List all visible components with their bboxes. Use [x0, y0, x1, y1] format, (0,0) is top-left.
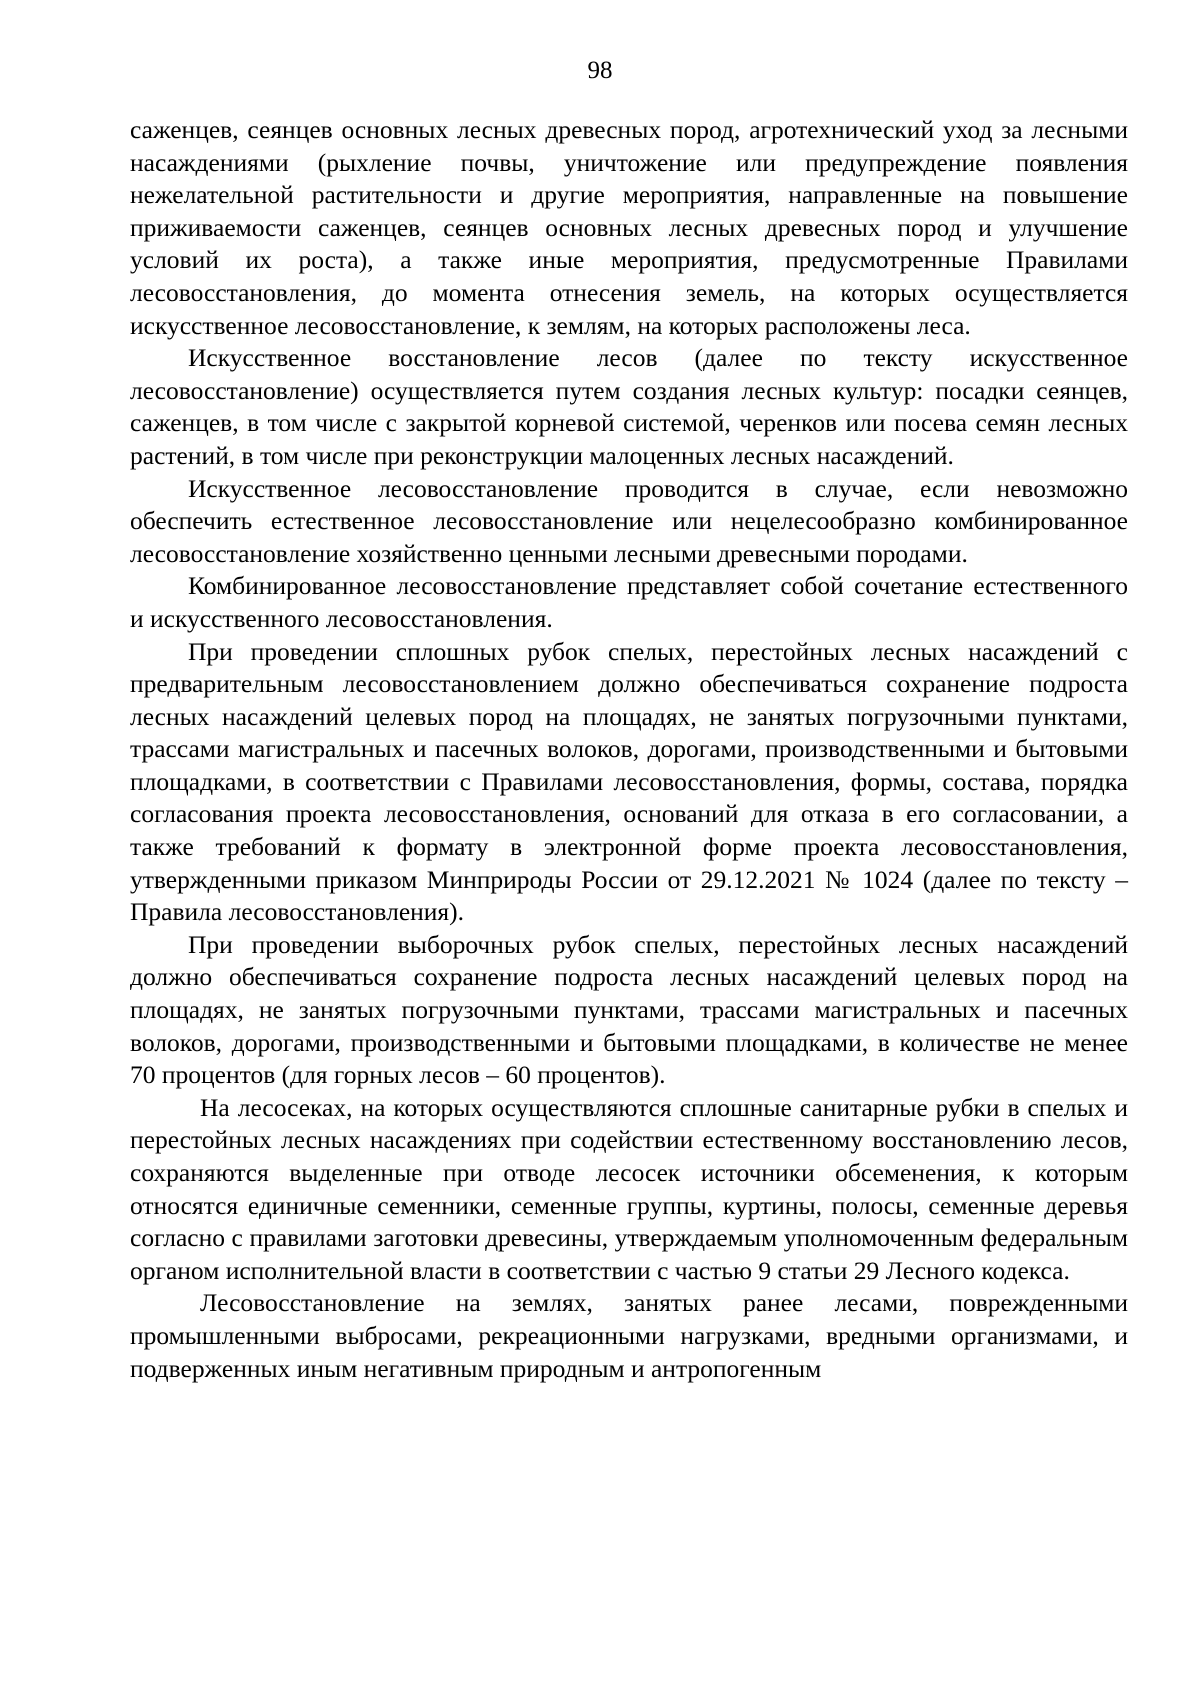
paragraph-combined-reforestation: Комбинированное лесовосстановление представляет собой сочетание естественного и искусственного лесовосстановления.	[130, 571, 1128, 633]
body-text	[130, 114, 1128, 1385]
paragraph-clear-cutting: При проведении сплошных рубок спелых, перестойных лесных насаждений с предварительным лесовосстановлением должно обеспечиваться сохранение подроста лесных насаждений целевых пород на площадях, не занятых погрузочными пунктами, трассами магистральных и пасечных волоков, дорогами, производственными и бытовыми площадками, в соответствии с Правилами лесовосстановления, формы, состава, порядка согласования проекта лесовосстановления, оснований для отказа в его согласовании, а также требований к формату в электронной форме проекта лесовосстановления, утвержденными приказом Минприроды России от 29.12.2021 № 1024 (далее по тексту – Правила лесовосстановления).	[130, 636, 1128, 927]
paragraph-artificial-reforestation-conditions: Искусственное лесовосстановление проводится в случае, если невозможно обеспечить естественное лесовосстановление или нецелесообразно комбинированное лесовосстановление хозяйственно ценными лесными древесными породами.	[130, 473, 1128, 568]
paragraph-damaged-lands: Лесовосстановление на землях, занятых ранее лесами, поврежденными промышленными выбросами, рекреационными нагрузками, вредными организмами, и подверженных иным негативным природным и антропогенным	[130, 1288, 1128, 1383]
page-number: 98	[587, 57, 613, 84]
paragraph-selective-cutting: При проведении выборочных рубок спелых, перестойных лесных насаждений должно обеспечиваться сохранение подроста лесных насаждений целевых пород на площадях, не занятых погрузочными пунктами, трассами магистральных и пасечных волоков, дорогами, производственными и бытовыми площадками, в количестве не менее 70 процентов (для горных лесов – 60 процентов).	[130, 929, 1128, 1090]
paragraph-continuation: саженцев, сеянцев основных лесных древесных пород, агротехнический уход за лесными насаждениями (рыхление почвы, уничтожение или предупреждение появления нежелательной растительности и другие мероприятия, направленные на повышение приживаемости саженцев, сеянцев основных лесных древесных пород и улучшение условий их роста), а также иные мероприятия, предусмотренные Правилами лесовосстановления, до момента отнесения земель, на которых осуществляется искусственное лесовосстановление, к землям, на которых расположены леса.	[130, 115, 1128, 340]
paragraph-sanitary-cutting: На лесосеках, на которых осуществляются сплошные санитарные рубки в спелых и перестойных лесных насаждениях при содействии естественному восстановлению лесов, сохраняются выделенные при отводе лесосек источники обсеменения, к которым относятся единичные семенники, семенные группы, куртины, полосы, семенные деревья согласно с правилами заготовки древесины, утверждаемым уполномоченным федеральным органом исполнительной власти в соответствии с частью 9 статьи 29 Лесного кодекса.	[130, 1092, 1128, 1285]
paragraph-artificial-reforestation: Искусственное восстановление лесов (далее по тексту искусственное лесовосстановление) осуществляется путем создания лесных культур: посадки сеянцев, саженцев, в том числе с закрытой корневой системой, черенков или посева семян лесных растений, в том числе при реконструкции малоценных лесных насаждений.	[130, 343, 1128, 470]
